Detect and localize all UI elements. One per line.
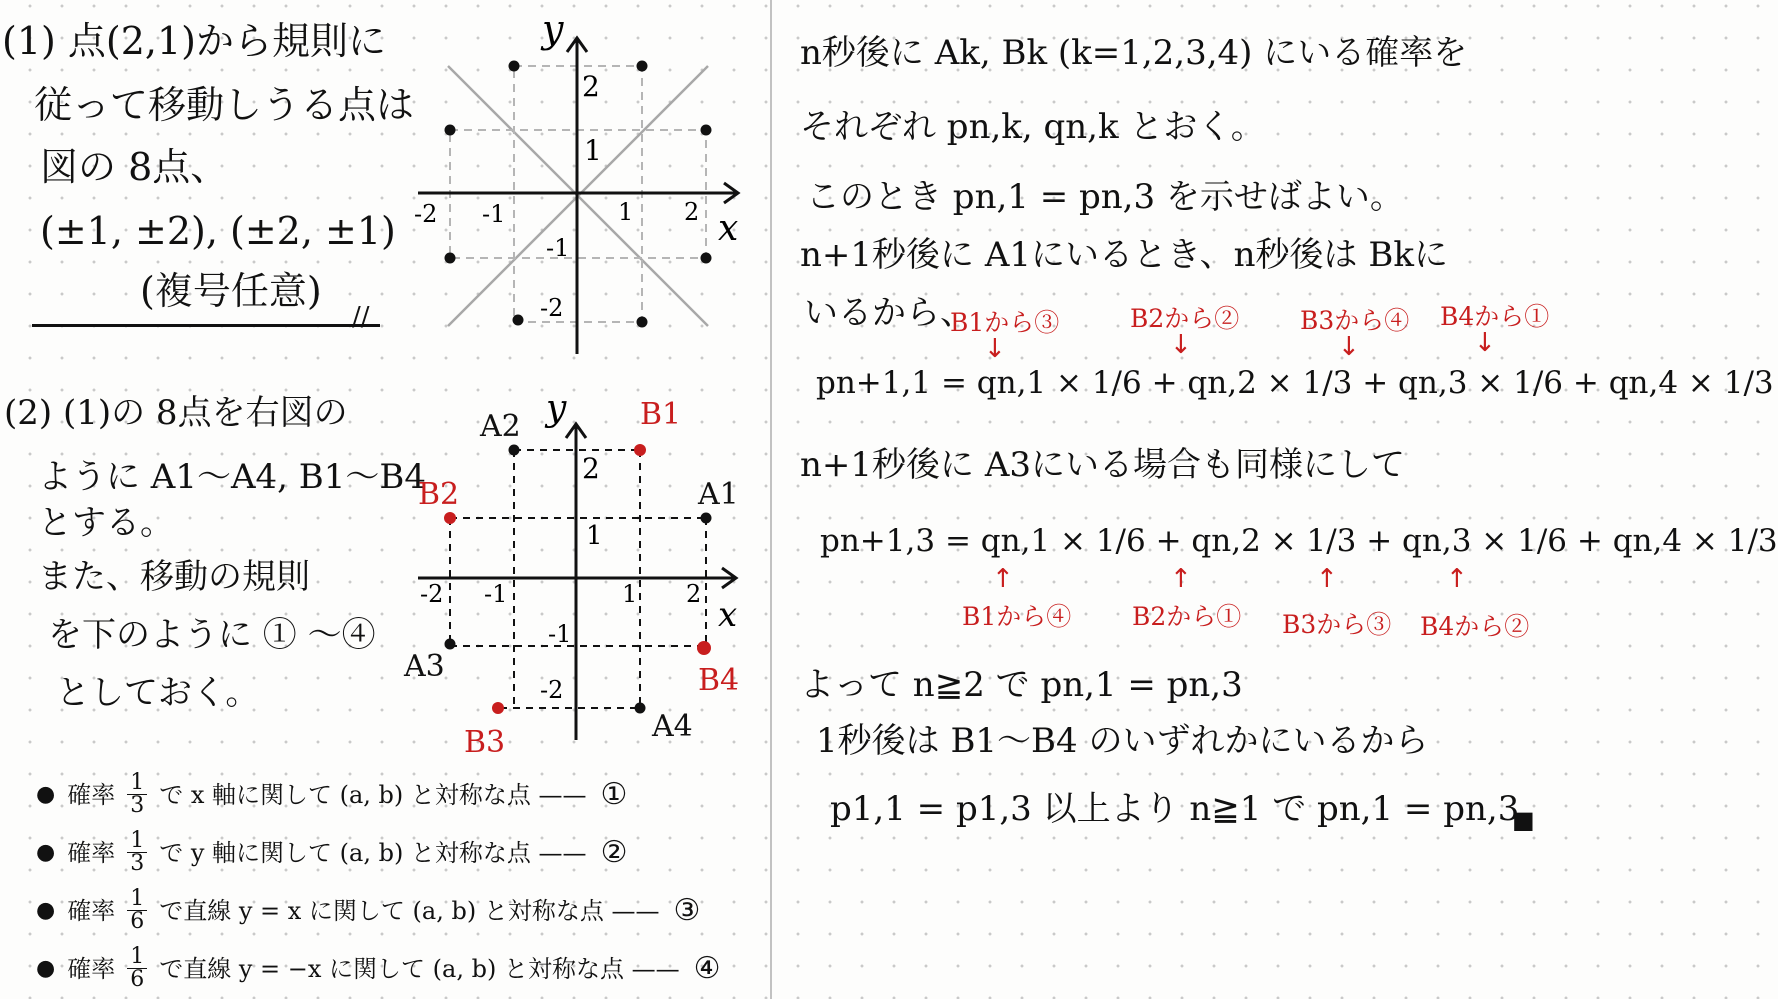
rule-text: で直線 y = x に関して (a, b) と対称な点 —— — [159, 896, 660, 925]
tick-y-2: 2 — [582, 70, 600, 103]
right-line-7: よって n≧2 で pn,1 = pn,3 — [800, 665, 1243, 705]
eq1-arrow-4: ↓ — [1474, 328, 1496, 358]
tick-y-neg2: -2 — [540, 294, 564, 322]
eq1-annotation-3: B3から④ — [1300, 306, 1410, 335]
tick-y-neg1: -1 — [546, 234, 570, 262]
rule-text: で x 軸に関して (a, b) と対称な点 —— — [159, 780, 587, 809]
rule-prefix: 確率 — [67, 838, 116, 867]
tick-x-1: 1 — [618, 198, 634, 226]
rule-text: で y 軸に関して (a, b) と対称な点 —— — [159, 838, 587, 867]
part1-line-1: (1) 点(2,1)から規則に — [2, 19, 386, 63]
eq1-annotation-4: B4から① — [1440, 302, 1550, 331]
graph-2-tick-x-neg1: -1 — [484, 580, 508, 608]
page-divider — [770, 0, 772, 999]
rule-text: で直線 y = −x に関して (a, b) と対称な点 —— — [159, 954, 680, 983]
tick-x-neg2: -2 — [414, 200, 438, 228]
graph-2-tick-x-2: 2 — [686, 580, 702, 608]
rule-1 — [36, 772, 627, 817]
part2-line-5: を下のように ① 〜④ — [48, 615, 376, 655]
eq2-arrow-1: ↑ — [992, 564, 1014, 594]
tick-x-2: 2 — [684, 198, 700, 226]
rule-prefix: 確率 — [67, 780, 116, 809]
fraction-numerator: 1 — [127, 946, 147, 969]
bullet: ● — [36, 839, 56, 865]
graph-2-tick-y-2: 2 — [582, 452, 600, 485]
part1-line-5: (複号任意) — [140, 269, 322, 313]
equation-2: pn+1,3 = qn,1 × 1/6 + qn,2 × 1/3 + qn,3 × 1/6 + qn,4 × 1/3 — [820, 523, 1778, 559]
label-B1: B1 — [640, 397, 682, 432]
fraction-numerator: 1 — [127, 888, 147, 911]
label-B2: B2 — [418, 477, 460, 512]
eq1-annotation-2: B2から② — [1130, 304, 1240, 333]
fraction-denominator: 3 — [130, 793, 145, 818]
eq2-annotation-2: B2から① — [1132, 602, 1242, 631]
graph-2-tick-x-1: 1 — [622, 580, 638, 608]
right-line-1: n秒後に Ak, Bk (k=1,2,3,4) にいる確率を — [800, 33, 1468, 73]
bullet: ● — [36, 955, 56, 981]
rule-mark: ④ — [693, 950, 721, 986]
right-line-6: n+1秒後に A3にいる場合も同様にして — [800, 445, 1406, 485]
eq2-annotation-1: B1から④ — [962, 602, 1072, 631]
part1-line-4: (±1, ±2), (±2, ±1) — [40, 209, 396, 253]
x-axis-label: x — [718, 208, 739, 249]
rule-mark: ① — [600, 776, 628, 812]
part2-line-4: また、移動の規則 — [38, 557, 310, 597]
label-B4: B4 — [698, 663, 740, 698]
eq2-annotation-4: B4から② — [1420, 612, 1530, 641]
rule-mark: ③ — [673, 892, 701, 928]
graph-2-tick-x-neg2: -2 — [420, 580, 444, 608]
graph-2-y-label: y — [546, 388, 567, 429]
fraction-numerator: 1 — [127, 830, 147, 853]
point-A4 — [635, 703, 646, 714]
part1-end-mark: // — [352, 302, 370, 332]
point-m2-m1 — [445, 253, 456, 264]
right-line-8: 1秒後は B1〜B4 のいずれかにいるから — [816, 721, 1429, 761]
label-A4: A4 — [652, 709, 693, 744]
right-line-3: このとき pn,1 = pn,3 を示せばよい。 — [806, 177, 1404, 217]
part2-line-2: ように A1〜A4, B1〜B4 — [38, 457, 427, 497]
qed-mark: ■ — [1512, 806, 1535, 834]
fraction-denominator: 6 — [130, 967, 145, 992]
part1-line-2: 従って移動しうる点は — [34, 83, 415, 127]
graph-2 — [400, 380, 760, 760]
point-B3 — [492, 702, 504, 714]
bullet: ● — [36, 897, 56, 923]
point-B4 — [697, 641, 711, 655]
part2-line-1: (2) (1)の 8点を右図の — [4, 393, 348, 433]
point-A3 — [445, 639, 456, 650]
eq2-arrow-4: ↑ — [1446, 564, 1468, 594]
graph-2-tick-y-neg2: -2 — [540, 676, 564, 704]
part2-line-6: としておく。 — [56, 673, 260, 713]
point-2-m1 — [701, 253, 712, 264]
eq2-annotation-3: B3から③ — [1282, 610, 1392, 639]
right-line-9: p1,1 = p1,3 以上より n≧1 で pn,1 = pn,3 — [830, 789, 1520, 829]
rule-prefix: 確率 — [67, 896, 116, 925]
eq1-annotation-1: B1から③ — [950, 308, 1060, 337]
tick-y-1: 1 — [584, 134, 602, 167]
right-line-5: いるから、 — [804, 293, 974, 333]
bullet: ● — [36, 781, 56, 807]
part2-line-3: とする。 — [38, 503, 174, 543]
label-A1: A1 — [698, 477, 739, 512]
rule-4 — [36, 946, 720, 991]
eq1-arrow-1: ↓ — [984, 334, 1006, 364]
rule-fraction — [127, 830, 147, 875]
point-A2 — [509, 445, 520, 456]
y-axis-label: y — [542, 7, 564, 51]
rule-prefix: 確率 — [67, 954, 116, 983]
eq2-arrow-2: ↑ — [1170, 564, 1192, 594]
fraction-numerator: 1 — [127, 772, 147, 795]
rule-fraction — [127, 772, 147, 817]
fraction-denominator: 6 — [130, 909, 145, 934]
graph-2-tick-y-neg1: -1 — [548, 620, 572, 648]
eq1-arrow-3: ↓ — [1338, 332, 1360, 362]
part1-line-3: 図の 8点、 — [40, 145, 229, 189]
rule-2 — [36, 830, 627, 875]
graph-1 — [410, 0, 770, 360]
label-A3: A3 — [404, 649, 445, 684]
eq2-arrow-3: ↑ — [1316, 564, 1338, 594]
part1-underline — [32, 324, 380, 327]
rule-mark: ② — [600, 834, 628, 870]
rule-3 — [36, 888, 700, 933]
eq1-arrow-2: ↓ — [1170, 330, 1192, 360]
point-2-1 — [701, 125, 712, 136]
right-line-2: それぞれ pn,k, qn,k とおく。 — [800, 107, 1265, 147]
label-A2: A2 — [480, 409, 521, 444]
graph-2-tick-y-1: 1 — [586, 521, 603, 551]
point-m2-1 — [445, 125, 456, 136]
point-m1-2 — [509, 61, 520, 72]
tick-x-neg1: -1 — [482, 200, 506, 228]
point-B2 — [444, 512, 456, 524]
point-1-m2 — [637, 317, 648, 328]
fraction-denominator: 3 — [130, 851, 145, 876]
label-B3: B3 — [464, 725, 506, 760]
point-B1 — [634, 444, 646, 456]
right-line-4: n+1秒後に A1にいるとき、n秒後は Bkに — [800, 235, 1448, 275]
point-1-2 — [637, 61, 648, 72]
point-m1-m2 — [513, 315, 524, 326]
equation-1: pn+1,1 = qn,1 × 1/6 + qn,2 × 1/3 + qn,3 × 1/6 + qn,4 × 1/3 — [816, 365, 1774, 401]
rule-fraction — [127, 946, 147, 991]
point-A1 — [701, 513, 712, 524]
graph-2-x-label: x — [718, 595, 738, 635]
rule-fraction — [127, 888, 147, 933]
